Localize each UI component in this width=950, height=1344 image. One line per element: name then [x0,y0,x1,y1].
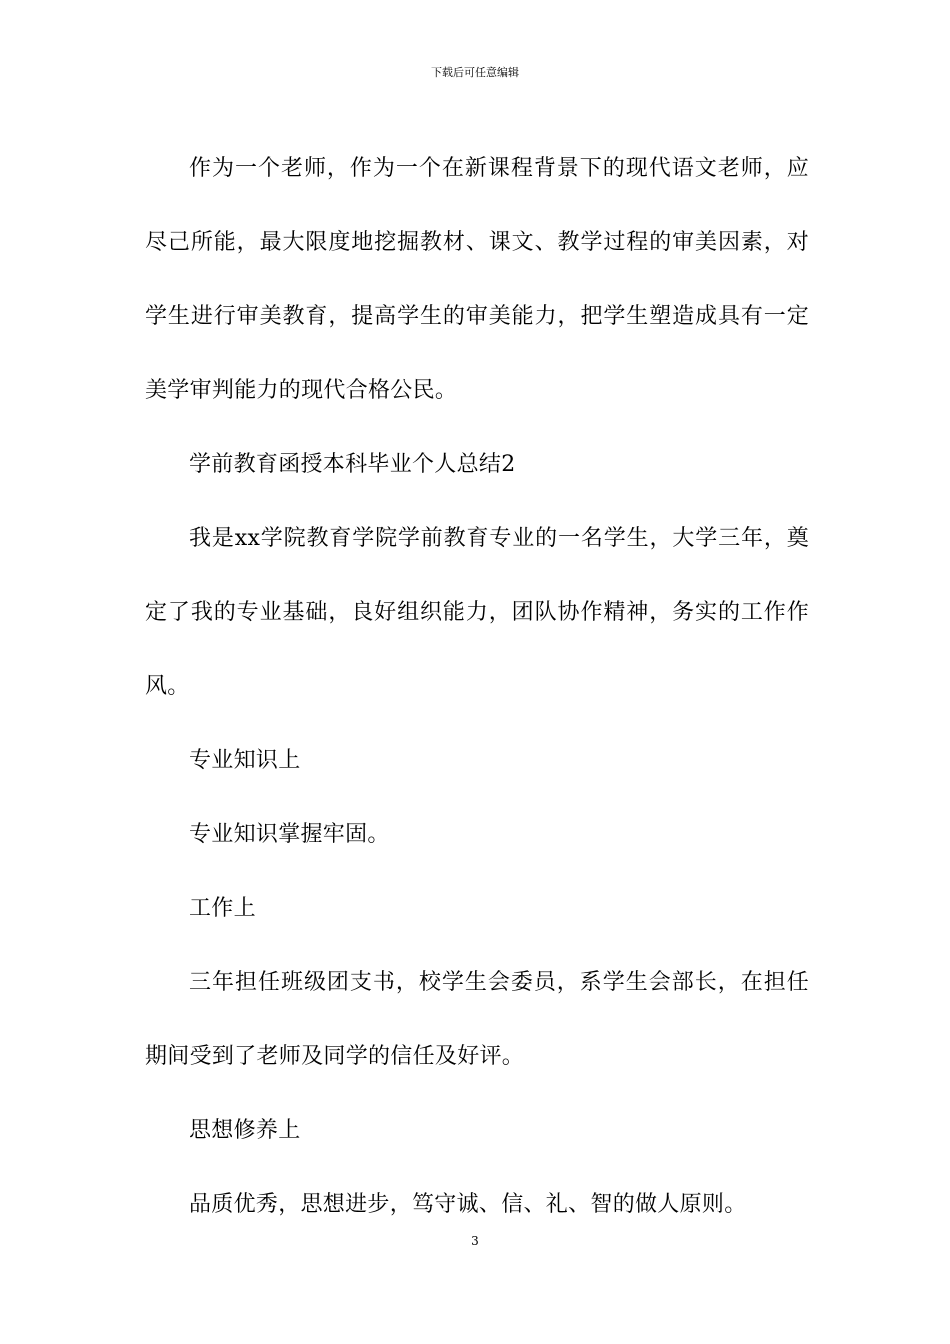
section-title: 学前教育函授本科毕业个人总结2 [189,452,516,477]
paragraph-introduction: 我是xx学院教育学院学前教育专业的一名学生，大学三年，奠定了我的专业基础，良好组织能力，团队协作精神，务实的工作作风。 [145,526,809,699]
paragraph-professional-knowledge: 专业知识掌握牢固。 [189,822,390,847]
page-number: 3 [471,1234,479,1248]
heading-ideology: 思想修养上 [189,1118,301,1143]
paragraph-ideology: 品质优秀，思想进步，笃守诚、信、礼、智的做人原则。 [189,1192,747,1217]
heading-professional-knowledge: 专业知识上 [189,748,301,773]
heading-work: 工作上 [189,896,256,921]
document-body [145,132,809,1242]
paragraph-aesthetic-education: 作为一个老师，作为一个在新课程背景下的现代语文老师，应尽己所能，最大限度地挖掘教材、课文、教学过程的审美因素，对学生进行审美教育，提高学生的审美能力，把学生塑造成具有一定美学审判能力的现代合格公民。 [145,156,809,403]
page-header: 下载后可任意编辑 [431,66,519,79]
paragraph-work: 三年担任班级团支书，校学生会委员，系学生会部长，在担任期间受到了老师及同学的信任及好评。 [145,970,809,1069]
